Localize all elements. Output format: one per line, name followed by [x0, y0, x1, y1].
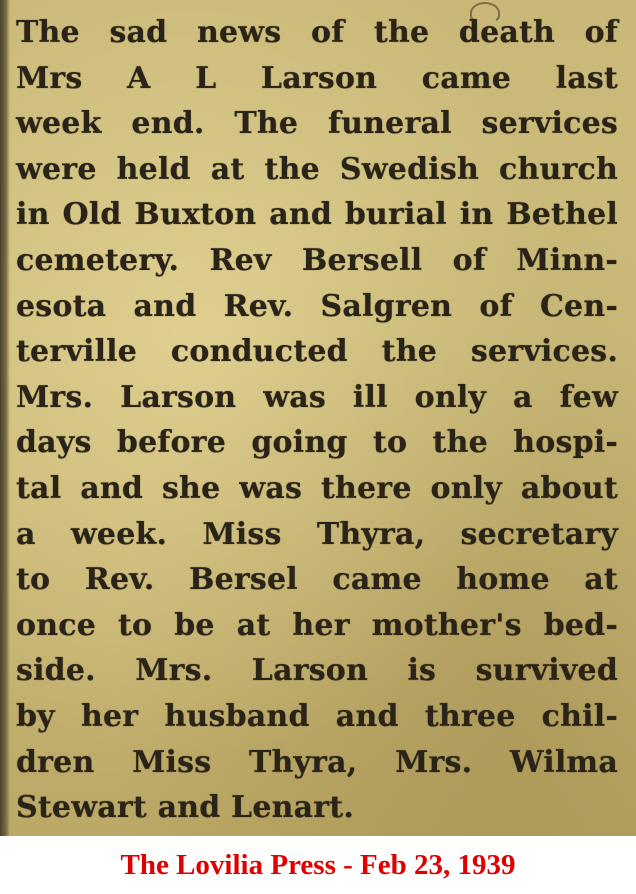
article-line: Mrs A L Larson came last [16, 60, 618, 96]
article-line: were held at the Swedish church [16, 151, 618, 187]
article-line: week end. The funeral services [16, 106, 618, 142]
clipping-left-edge [0, 0, 10, 836]
article-line: to Rev. Bersel came home at [16, 562, 618, 598]
article-line: in Old Buxton and burial in Bethel [16, 197, 618, 233]
article-line: by her husband and three chil- [16, 698, 618, 734]
article-line: cemetery. Rev Bersell of Minn- [16, 242, 618, 278]
obituary-article [16, 10, 618, 831]
article-line: a week. Miss Thyra, secretary [16, 516, 618, 552]
article-line: The sad news of the death of [16, 15, 618, 50]
article-line: days before going to the hospi- [16, 425, 618, 461]
article-line: Stewart and Lenart. [16, 790, 354, 826]
article-line: dren Miss Thyra, Mrs. Wilma [16, 744, 618, 780]
article-line: terville conducted the services. [16, 334, 618, 370]
article-line: side. Mrs. Larson is survived [16, 653, 618, 689]
article-line: tal and she was there only about [16, 470, 618, 506]
source-caption: The Lovilia Press - Feb 23, 1939 [120, 849, 516, 881]
article-line: esota and Rev. Salgren of Cen- [16, 288, 618, 324]
article-line: once to be at her mother's bed- [16, 607, 618, 643]
article-line: Mrs. Larson was ill only a few [16, 379, 618, 415]
